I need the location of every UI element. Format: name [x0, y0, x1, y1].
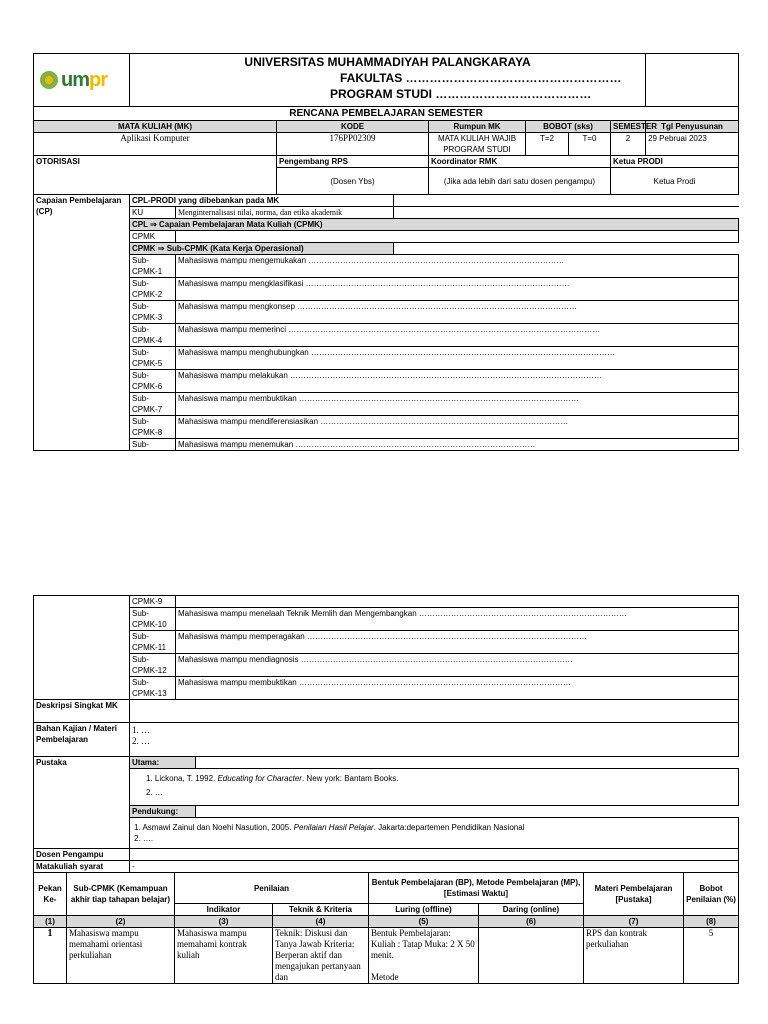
col-number: (6): [479, 916, 584, 928]
bobot-t-value: T=2: [526, 133, 569, 156]
sub-cpmk-text: Mahasiswa mampu memperagakan ……………………………………………………………………………………………: [176, 631, 739, 654]
rps-page-2: [33, 595, 738, 984]
mk-label: MATA KULIAH (MK): [34, 121, 277, 133]
sub-cpmk-text: Mahasiswa mampu menelaah Teknik Memlih dan Mengembangkan ……………………………………………………………………: [176, 608, 739, 631]
pengembang-label: Pengembang RPS: [277, 156, 429, 168]
semester-label: SEMESTER: [611, 121, 646, 133]
pendukung-list: [130, 818, 739, 849]
materi-header: Materi Pembelajaran [Pustaka]: [584, 873, 684, 916]
pustaka-label: Pustaka: [34, 757, 130, 849]
sub-cpmk-code: Sub-CPMK-8: [130, 416, 176, 439]
tgl-label: Tgl Penyusunan: [646, 121, 739, 133]
col-number: (1): [34, 916, 67, 928]
sub-cpmk-text: Mahasiswa mampu mengkonsep ……………………………………………………………………………………………: [176, 301, 739, 324]
dosen-value: [130, 849, 739, 861]
pekan-header: Pekan Ke-: [34, 873, 67, 916]
sub-cpmk-code: Sub-CPMK-7: [130, 393, 176, 416]
pendukung-label: Pendukung:: [130, 806, 196, 818]
pengembang-value: (Dosen Ybs): [277, 168, 429, 195]
daring-header: Daring (online): [479, 904, 584, 916]
sub-cpmk-text: Mahasiswa mampu membuktikan …………………………………………………………………………………………: [176, 677, 739, 700]
sub-cpmk-text: Mahasiswa mampu mengklasifikasi ………………………………………………………………………………………: [176, 278, 739, 301]
rumpun-label: Rumpun MK: [429, 121, 526, 133]
mk-value: Aplikasi Komputer: [34, 133, 277, 156]
bentuk-header: Bentuk Pembelajaran (BP), Metode Pembelajaran (MP), [Estimasi Waktu]: [369, 873, 584, 904]
cp-continued-table: [33, 595, 739, 700]
sub-cpmk-col-header: Sub-CPMK (Kemampuan akhir tiap tahapan belajar): [67, 873, 175, 916]
cpmk-header: CPL ⇒ Capaian Pembelajaran Mata Kuliah (CPMK): [130, 219, 739, 231]
course-detail-table: [33, 699, 739, 757]
sub-cpmk-code: Sub-CPMK-3: [130, 301, 176, 324]
university-title-cell: [130, 54, 646, 107]
indikator-header: Indikator: [175, 904, 273, 916]
cp-table: [33, 194, 739, 451]
teknik-value: Teknik: Diskusi dan Tanya Jawab Kriteria: Berperan aktif dan mengajukan pertanyaan dan: [273, 928, 369, 984]
sub-cpmk-text: Mahasiswa mampu mengemukakan ……………………………………………………………………………………: [176, 255, 739, 278]
sub-cpmk-code: Sub-CPMK-11: [130, 631, 176, 654]
umpr-emblem-icon: [40, 71, 58, 89]
sub-cpmk-text: Mahasiswa mampu menghubungkan ……………………………………………………………………………………………………: [176, 347, 739, 370]
sub-cpmk-code: CPMK-9: [130, 596, 176, 608]
pekan-value: 1: [34, 928, 67, 984]
cp-label: Capaian Pembelajaran (CP): [34, 195, 130, 451]
doc-title: RENCANA PEMBELAJARAN SEMESTER: [34, 107, 739, 121]
col-number: (2): [67, 916, 175, 928]
luring-value: Bentuk Pembelajaran: Kuliah : Tatap Muka: 2 X 50 menit. Metode: [369, 928, 479, 984]
sub-cpmk-code: Sub-CPMK-2: [130, 278, 176, 301]
col-number: (8): [684, 916, 739, 928]
semester-value: 2: [611, 133, 646, 156]
sub-cpmk-code: Sub-CPMK-10: [130, 608, 176, 631]
koordinator-label: Koordinator RMK: [429, 156, 611, 168]
sub-cpmk-code: Sub-CPMK-12: [130, 654, 176, 677]
faculty-name: FAKULTAS ………………………………………………: [340, 71, 622, 85]
logo-cell: [34, 54, 130, 107]
pendukung-item-2: 2. ….: [134, 834, 154, 843]
bobot-value: 5: [684, 928, 739, 984]
ku-code: KU: [130, 207, 176, 219]
rps-page-1: [33, 53, 738, 451]
bobot-p-value: T=0: [569, 133, 611, 156]
program-name: PROGRAM STUDI …………………………………: [330, 87, 592, 101]
bahan-item: 2. …: [132, 736, 150, 746]
ketua-label: Ketua PRODI: [611, 156, 739, 168]
bahan-kajian-label: Bahan Kajian / Materi Pembelajaran: [34, 723, 130, 757]
sub-cpmk-code: Sub-: [130, 439, 176, 451]
dosen-label: Dosen Pengampu: [34, 849, 130, 861]
sub-cpmk-header: CPMK ⇒ Sub-CPMK (Kata Kerja Operasional): [130, 243, 394, 255]
syarat-value: -: [130, 861, 739, 873]
bobot-label: BOBOT (sks): [526, 121, 611, 133]
penilaian-header: Penilaian: [175, 873, 369, 904]
cpmk-code: CPMK: [130, 231, 176, 243]
col-number: (3): [175, 916, 273, 928]
col-number: (5): [369, 916, 479, 928]
kode-value: 176PP02309: [277, 133, 429, 156]
koordinator-value: (Jika ada lebih dari satu dosen pengampu): [429, 168, 611, 195]
syarat-label: Matakuliah syarat: [34, 861, 130, 873]
sub-cpmk-value: Mahasiswa mampu memahami orientasi perkuliahan: [67, 928, 175, 984]
sub-cpmk-code: Sub-CPMK-5: [130, 347, 176, 370]
bobot-header: Bobot Penilaian (%): [684, 873, 739, 916]
ketua-value: Ketua Prodi: [611, 168, 739, 195]
deskripsi-value: [130, 700, 739, 723]
sub-cpmk-text: Mahasiswa mampu memerinci ………………………………………………………………………………………………………: [176, 324, 739, 347]
rumpun-value: MATA KULIAH WAJIB PROGRAM STUDI: [429, 133, 526, 156]
otorisasi-label: OTORISASI: [34, 156, 277, 195]
ku-text: Menginternalisasi nilai, norma, dan etika akademik: [176, 207, 394, 219]
col-number: (7): [584, 916, 684, 928]
teknik-header: Teknik & Kriteria: [273, 904, 369, 916]
utama-item-1: 1. Lickona, T. 1992. Educating for Character. New york: Bantam Books.: [146, 774, 399, 783]
sub-cpmk-text: Mahasiswa mampu mendiagnosis …………………………………………………………………………………………: [176, 654, 739, 677]
blank-corner-cell: [646, 54, 739, 107]
luring-header: Luring (offline): [369, 904, 479, 916]
materi-value: RPS dan kontrak perkuliahan: [584, 928, 684, 984]
weekly-plan-table: [33, 872, 739, 984]
tgl-value: 29 Pebruai 2023: [646, 133, 739, 156]
utama-list: [130, 769, 739, 806]
sub-cpmk-code: Sub-CPMK-6: [130, 370, 176, 393]
col-number: (4): [273, 916, 369, 928]
daring-value: [479, 928, 584, 984]
sub-cpmk-code: Sub-CPMK-1: [130, 255, 176, 278]
kode-label: KODE: [277, 121, 429, 133]
sub-cpmk-code: Sub-CPMK-13: [130, 677, 176, 700]
sub-cpmk-code: Sub-CPMK-4: [130, 324, 176, 347]
utama-item-2: 2. …: [146, 788, 163, 797]
utama-label: Utama:: [130, 757, 196, 769]
rps-header-table: [33, 53, 739, 195]
cpl-prodi-header: CPL-PRODI yang dibebankan pada MK: [130, 195, 394, 207]
umpr-logo: umpr: [36, 71, 127, 89]
sub-cpmk-text: Mahasiswa mampu mendiferensiasikan …………………………………………………………………………………: [176, 416, 739, 439]
deskripsi-label: Deskripsi Singkat MK: [34, 700, 130, 723]
indikator-value: Mahasiswa mampu memahami kontrak kuliah: [175, 928, 273, 984]
pustaka-table: [33, 756, 739, 873]
pendukung-item-1: 1. Asmawi Zainul dan Noehi Nasution, 2005. Penilaian Hasil Pelajar. Jakarta:departemen Pendidikan Nasional: [134, 823, 525, 832]
university-name: UNIVERSITAS MUHAMMADIYAH PALANGKARAYA: [244, 55, 531, 69]
sub-cpmk-text: Mahasiswa mampu melakukan ………………………………………………………………………………………………………: [176, 370, 739, 393]
sub-cpmk-text: Mahasiswa mampu menemukan ………………………………………………………………………………: [176, 439, 739, 451]
bahan-kajian-list: [130, 723, 739, 757]
bahan-item: 1. …: [132, 725, 150, 735]
sub-cpmk-text: Mahasiswa mampu membuktikan ……………………………………………………………………………………………: [176, 393, 739, 416]
